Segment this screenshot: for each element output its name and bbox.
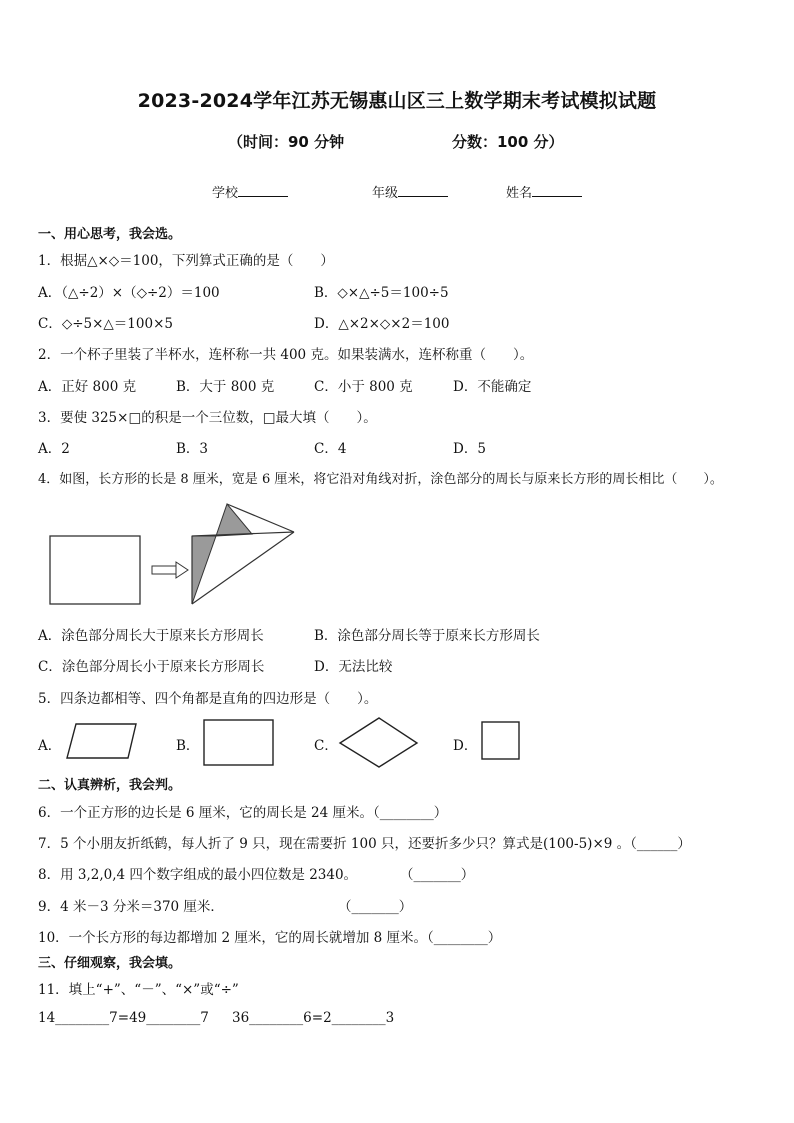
- q11-equation-b: 36________6=2________3: [232, 1010, 395, 1026]
- section-1-heading: 一、用心思考，我会选。: [38, 227, 182, 242]
- question-11: 11．填上“+”、“－”、“×”或“÷”: [38, 982, 239, 998]
- question-2: 2．一个杯子里装了半杯水，连杯称一共 400 克。如果装满水，连杯称重（ ）。: [38, 347, 534, 363]
- q4-option-b: B．涂色部分周长等于原来长方形周长: [314, 628, 540, 644]
- q11-equation-a: 14________7=49________7: [38, 1010, 209, 1026]
- question-1: 1．根据△×◇＝100，下列算式正确的是（ ）: [38, 253, 334, 269]
- fold-diagram: [44, 500, 304, 610]
- q1-option-b: B．◇×△÷5＝100÷5: [314, 285, 449, 301]
- q3-option-b: B．3: [176, 441, 209, 457]
- name-label: 姓名: [506, 186, 533, 201]
- q4-option-a: A．涂色部分周长大于原来长方形周长: [38, 628, 264, 644]
- question-10: 10．一个长方形的每边都增加 2 厘米，它的周长就增加 8 厘米。（________）: [38, 930, 502, 946]
- q5-option-b: B．: [176, 738, 200, 754]
- q2-option-a: A．正好 800 克: [38, 379, 137, 395]
- q1-option-c: C．◇÷5×△＝100×5: [38, 316, 173, 332]
- parallelogram-shape: [64, 722, 140, 762]
- q1-option-a: A．（△÷2）×（◇÷2）＝100: [38, 285, 220, 301]
- school-label: 学校: [212, 186, 239, 201]
- question-3: 3．要使 325×□的积是一个三位数，□最大填（ ）。: [38, 410, 377, 426]
- school-blank: [238, 184, 288, 197]
- section-2-heading: 二、认真辨析，我会判。: [38, 778, 182, 793]
- question-4: 4．如图，长方形的长是 8 厘米，宽是 6 厘米，将它沿对角线对折，涂色部分的周长与原来长方形的周长相比（ ）。: [38, 472, 723, 487]
- q5-option-d: D．: [453, 738, 478, 754]
- q2-option-c: C．小于 800 克: [314, 379, 413, 395]
- name-blank: [532, 184, 582, 197]
- q5-option-c: C．: [314, 738, 338, 754]
- q9-answer-blank: （_______）: [338, 899, 413, 915]
- arrow-icon: [152, 562, 188, 578]
- grade-label: 年级: [372, 186, 399, 201]
- q4-option-c: C．涂色部分周长小于原来长方形周长: [38, 659, 265, 675]
- question-6: 6．一个正方形的边长是 6 厘米，它的周长是 24 厘米。（________）: [38, 805, 448, 821]
- page-title: 2023-2024学年江苏无锡惠山区三上数学期末考试模拟试题: [137, 90, 657, 112]
- q3-option-d: D．5: [453, 441, 486, 457]
- square-shape: [480, 720, 522, 762]
- q3-option-a: A．2: [38, 441, 70, 457]
- question-5: 5．四条边都相等、四个角都是直角的四边形是（ ）。: [38, 691, 378, 707]
- question-9: 9．4 米－3 分米＝370 厘米．: [38, 899, 224, 915]
- q4-option-d: D．无法比较: [314, 659, 393, 675]
- original-rectangle: [50, 536, 140, 604]
- q1-option-d: D．△×2×◇×2＝100: [314, 316, 450, 332]
- q5-option-a: A．: [38, 738, 62, 754]
- name-field: [506, 182, 582, 201]
- question-8: 8．用 3,2,0,4 四个数字组成的最小四位数是 2340。: [38, 867, 358, 883]
- rhombus-shape: [338, 716, 420, 770]
- q3-option-c: C．4: [314, 441, 347, 457]
- time-label: （时间：90 分钟: [228, 133, 345, 151]
- q8-answer-blank: （_______）: [400, 867, 475, 883]
- section-3-heading: 三、仔细观察，我会填。: [38, 956, 182, 971]
- school-field: [212, 182, 288, 201]
- q2-option-d: D．不能确定: [453, 379, 532, 395]
- q2-option-b: B．大于 800 克: [176, 379, 275, 395]
- score-label: 分数：100 分）: [452, 133, 564, 151]
- grade-blank: [398, 184, 448, 197]
- folded-shape: [192, 504, 294, 604]
- rectangle-shape: [202, 718, 276, 768]
- grade-field: [372, 182, 448, 201]
- question-7: 7．5 个小朋友折纸鹤，每人折了 9 只，现在需要折 100 只，还要折多少只？算式是(100-5)×9 。（______）: [38, 836, 691, 852]
